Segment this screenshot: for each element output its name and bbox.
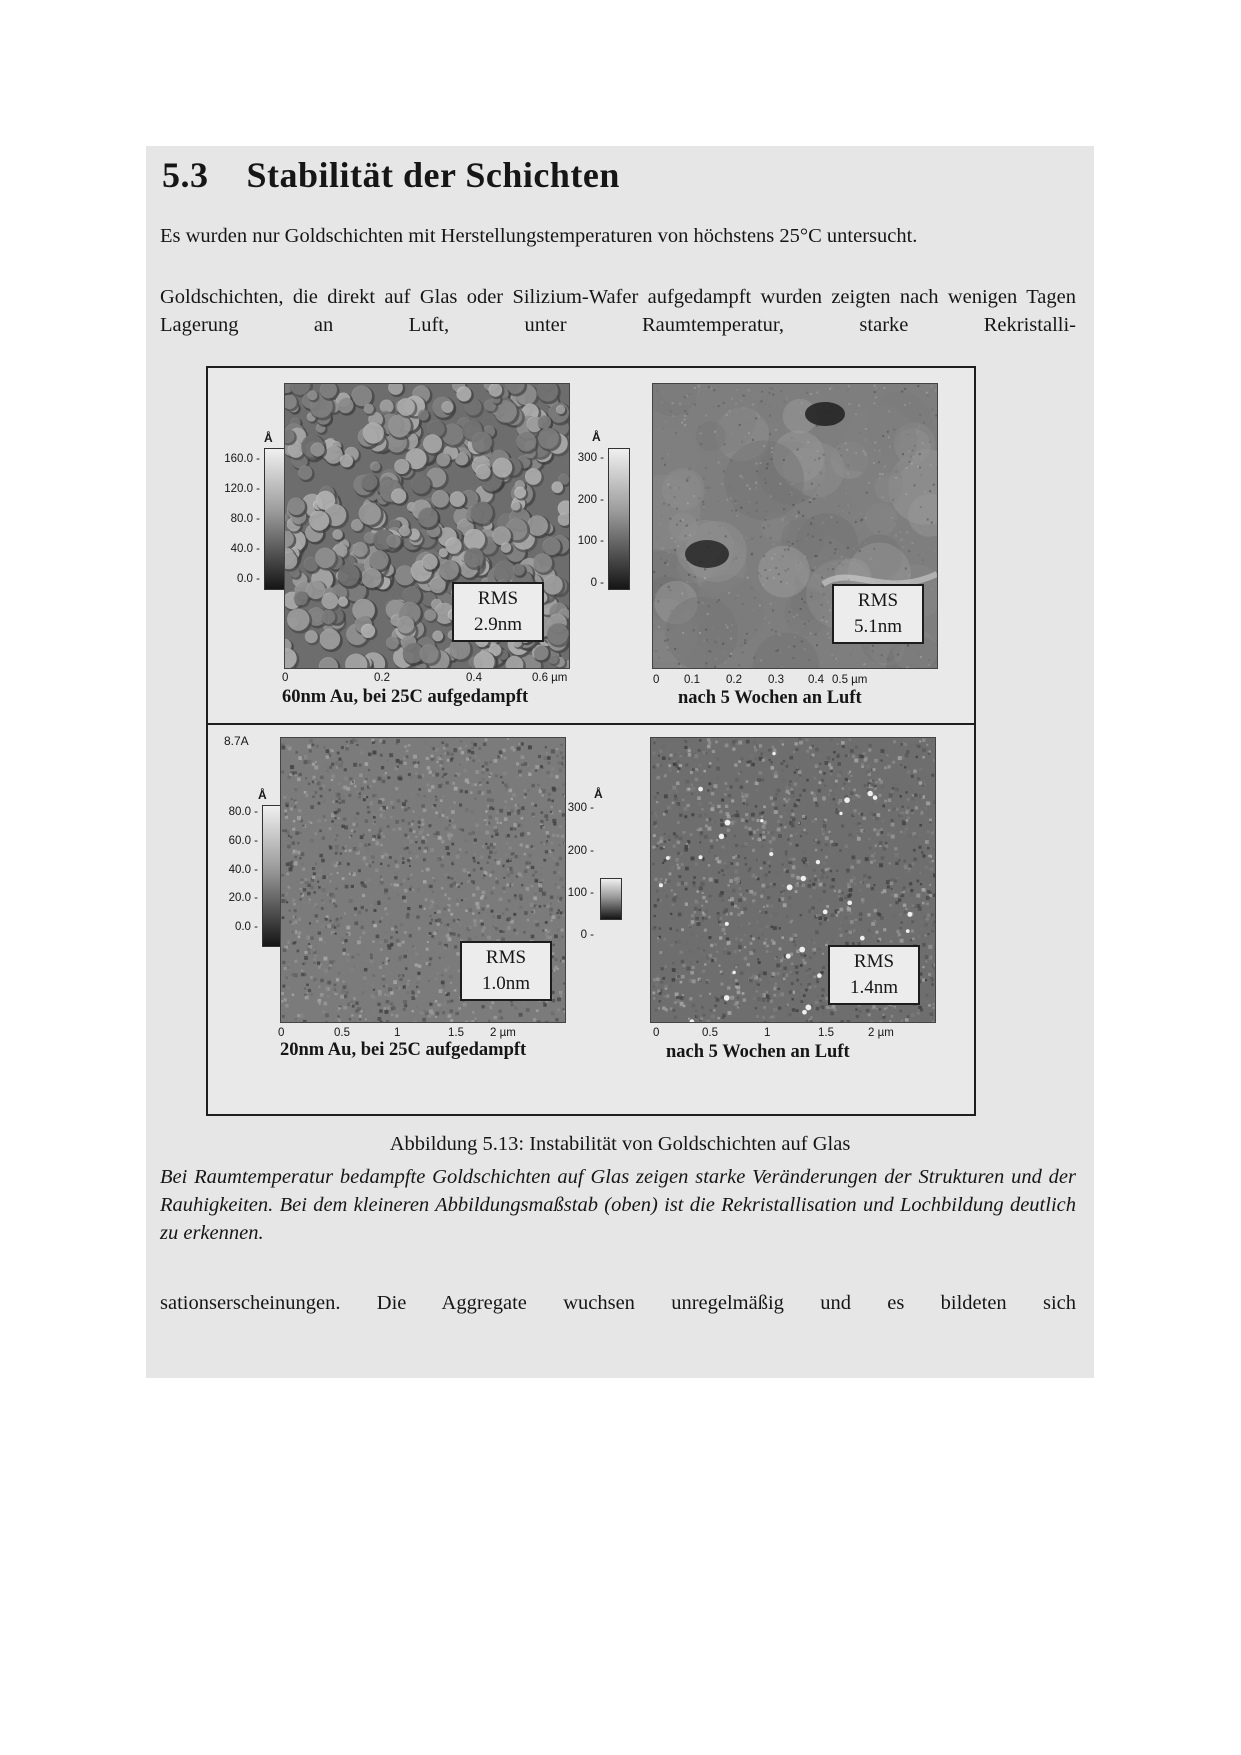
x-tick: 0 bbox=[653, 674, 660, 686]
scale-tick: 80.0 - bbox=[218, 806, 258, 818]
x-tick: 0.4 bbox=[466, 672, 482, 684]
scale-tick: 60.0 - bbox=[218, 835, 258, 847]
rms-label: RMS bbox=[853, 951, 895, 972]
x-tick: 1.5 bbox=[448, 1027, 464, 1039]
scale-unit: Å bbox=[594, 787, 603, 801]
figure-caption-body: Bei Raumtemperatur bedampfte Goldschichten auf Glas zeigen starke Veränderungen der Strukturen und der Rauhigkeiten. Bei dem kleineren Abbildungsmaßstab (oben) ist die Rekristallisation und Lochbildung deutlich zu erkennen. bbox=[160, 1166, 1076, 1244]
x-tick: 0.4 bbox=[808, 674, 824, 686]
scale-tick: 0 - bbox=[564, 577, 604, 589]
x-tick: 1 bbox=[394, 1027, 401, 1039]
rms-label: RMS bbox=[857, 590, 899, 611]
scale-unit: Å bbox=[592, 430, 601, 444]
panel-extra-label: 8.7A bbox=[224, 734, 249, 748]
rms-box bbox=[828, 945, 920, 1005]
x-tick: 0.2 bbox=[374, 672, 390, 684]
rms-value: 5.1nm bbox=[853, 616, 903, 637]
scale-tick: 200 - bbox=[564, 494, 604, 506]
scanned-page bbox=[146, 146, 1094, 1378]
scale-tick: 0.0 - bbox=[218, 921, 258, 933]
scale-tick: 20.0 - bbox=[218, 892, 258, 904]
rms-box bbox=[452, 582, 544, 642]
x-tick: 1.5 bbox=[818, 1027, 834, 1039]
section-number: 5.3 bbox=[162, 155, 209, 195]
scale-tick: 200 - bbox=[554, 845, 594, 857]
rms-value: 1.0nm bbox=[481, 973, 531, 994]
scale-tick: 100 - bbox=[554, 887, 594, 899]
scale-tick: 0.0 - bbox=[220, 573, 260, 585]
scale-tick: 120.0 - bbox=[220, 483, 260, 495]
scale-tick: 0 - bbox=[554, 929, 594, 941]
x-tick: 0.2 bbox=[726, 674, 742, 686]
panel-caption: 20nm Au, bei 25C aufgedampft bbox=[280, 1040, 527, 1060]
scale-unit: Å bbox=[258, 788, 267, 802]
scale-tick: 300 - bbox=[564, 452, 604, 464]
x-tick: 0 bbox=[282, 672, 289, 684]
height-colorbar bbox=[608, 448, 630, 590]
paragraph-continuation: sationserscheinungen. Die Aggregate wuchsen unregelmäßig und es bildeten sich bbox=[160, 1292, 1076, 1314]
x-tick: 0.6 µm bbox=[532, 672, 568, 684]
figure-row-bottom bbox=[208, 725, 974, 1080]
height-colorbar bbox=[600, 878, 622, 920]
paragraph-recrystallization: Goldschichten, die direkt auf Glas oder Silizium-Wafer aufgedampft wurden zeigten nach wenigen Tagen Lagerung an Luft, unter Raumtemperatur, starke Rekristalli- bbox=[160, 286, 1076, 336]
x-tick: 0 bbox=[278, 1027, 285, 1039]
x-tick: 0.5 bbox=[334, 1027, 350, 1039]
x-tick: 0.5 bbox=[702, 1027, 718, 1039]
rms-value: 2.9nm bbox=[473, 614, 523, 635]
section-title: Stabilität der Schichten bbox=[246, 155, 620, 195]
paragraph-intro: Es wurden nur Goldschichten mit Herstellungstemperaturen von höchstens 25°C untersucht. bbox=[160, 225, 918, 247]
x-tick: 0.1 bbox=[684, 674, 700, 686]
x-tick: 0.5 µm bbox=[832, 674, 868, 686]
rms-label: RMS bbox=[477, 588, 519, 609]
scale-tick: 100 - bbox=[564, 535, 604, 547]
figure-row-top bbox=[208, 368, 974, 723]
x-tick: 1 bbox=[764, 1027, 771, 1039]
height-colorbar bbox=[264, 448, 286, 590]
scale-tick: 80.0 - bbox=[220, 513, 260, 525]
scale-tick: 300 - bbox=[554, 802, 594, 814]
figure-caption-title: Abbildung 5.13: Instabilität von Goldschichten auf Glas bbox=[389, 1133, 851, 1155]
afm-figure bbox=[206, 366, 976, 1116]
x-tick: 2 µm bbox=[868, 1027, 894, 1039]
panel-caption: nach 5 Wochen an Luft bbox=[666, 1042, 850, 1062]
section-heading bbox=[162, 154, 620, 196]
x-tick: 0.3 bbox=[768, 674, 784, 686]
rms-value: 1.4nm bbox=[849, 977, 899, 998]
x-tick: 2 µm bbox=[490, 1027, 516, 1039]
scale-tick: 160.0 - bbox=[220, 453, 260, 465]
panel-caption: 60nm Au, bei 25C aufgedampft bbox=[282, 687, 529, 707]
rms-box bbox=[460, 941, 552, 1001]
panel-caption: nach 5 Wochen an Luft bbox=[678, 688, 862, 708]
x-tick: 0 bbox=[653, 1027, 660, 1039]
scale-tick: 40.0 - bbox=[220, 543, 260, 555]
scale-unit: Å bbox=[264, 431, 273, 445]
rms-label: RMS bbox=[485, 947, 527, 968]
rms-box bbox=[832, 584, 924, 644]
scale-tick: 40.0 - bbox=[218, 864, 258, 876]
